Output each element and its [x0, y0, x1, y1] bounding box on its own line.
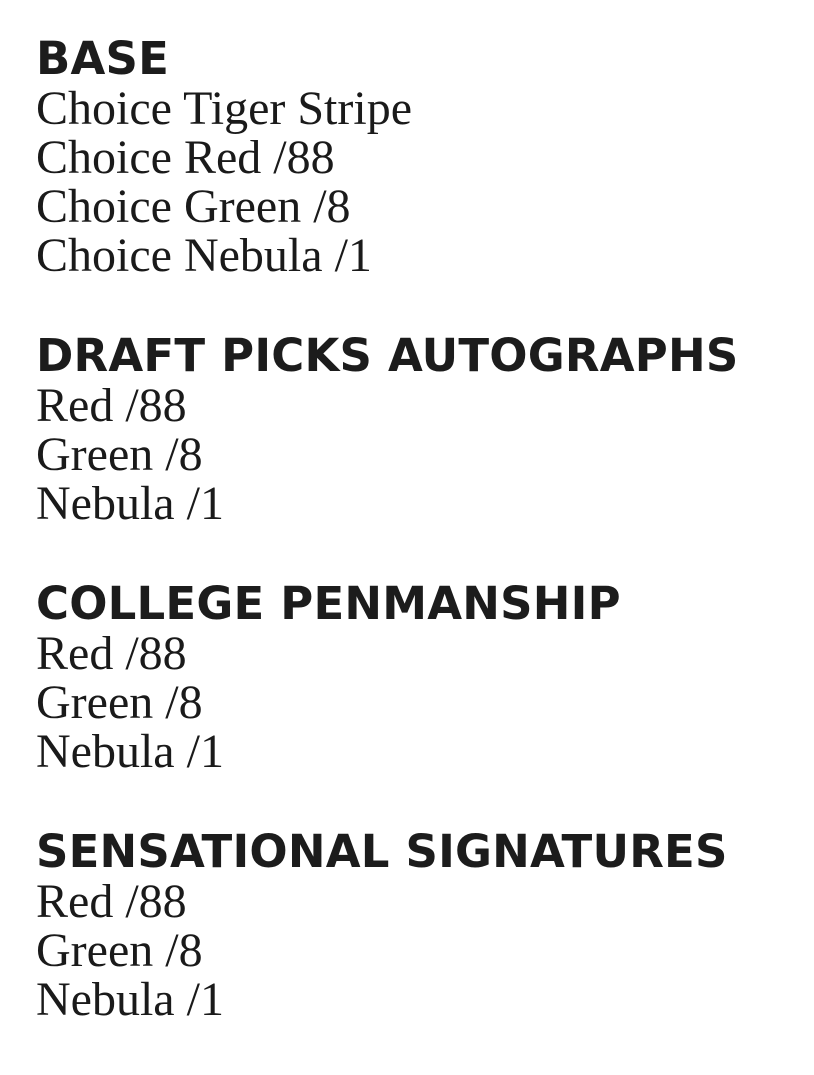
list-item: Nebula /1 — [36, 477, 224, 530]
list-item: Red /88 — [36, 627, 187, 680]
list-item: Choice Green /8 — [36, 180, 351, 233]
list-item: Green /8 — [36, 924, 203, 977]
list-item: Red /88 — [36, 875, 187, 928]
list-item: Choice Nebula /1 — [36, 229, 372, 282]
list-item: Red /88 — [36, 379, 187, 432]
section-heading: COLLEGE PENMANSHIP — [36, 577, 621, 630]
list-item: Choice Red /88 — [36, 131, 335, 184]
section-heading: DRAFT PICKS AUTOGRAPHS — [36, 329, 739, 382]
section-college-penmanship — [36, 579, 806, 776]
list-item: Nebula /1 — [36, 973, 224, 1026]
section-draft-picks-autographs — [36, 331, 806, 528]
list-item: Green /8 — [36, 676, 203, 729]
list-item: Choice Tiger Stripe — [36, 82, 413, 135]
checklist-document — [36, 34, 806, 1075]
list-item: Green /8 — [36, 428, 203, 481]
list-item: Nebula /1 — [36, 725, 224, 778]
section-heading: SENSATIONAL SIGNATURES — [36, 825, 728, 878]
section-heading: BASE — [36, 32, 170, 85]
section-sensational-signatures — [36, 827, 806, 1024]
section-base — [36, 34, 806, 280]
